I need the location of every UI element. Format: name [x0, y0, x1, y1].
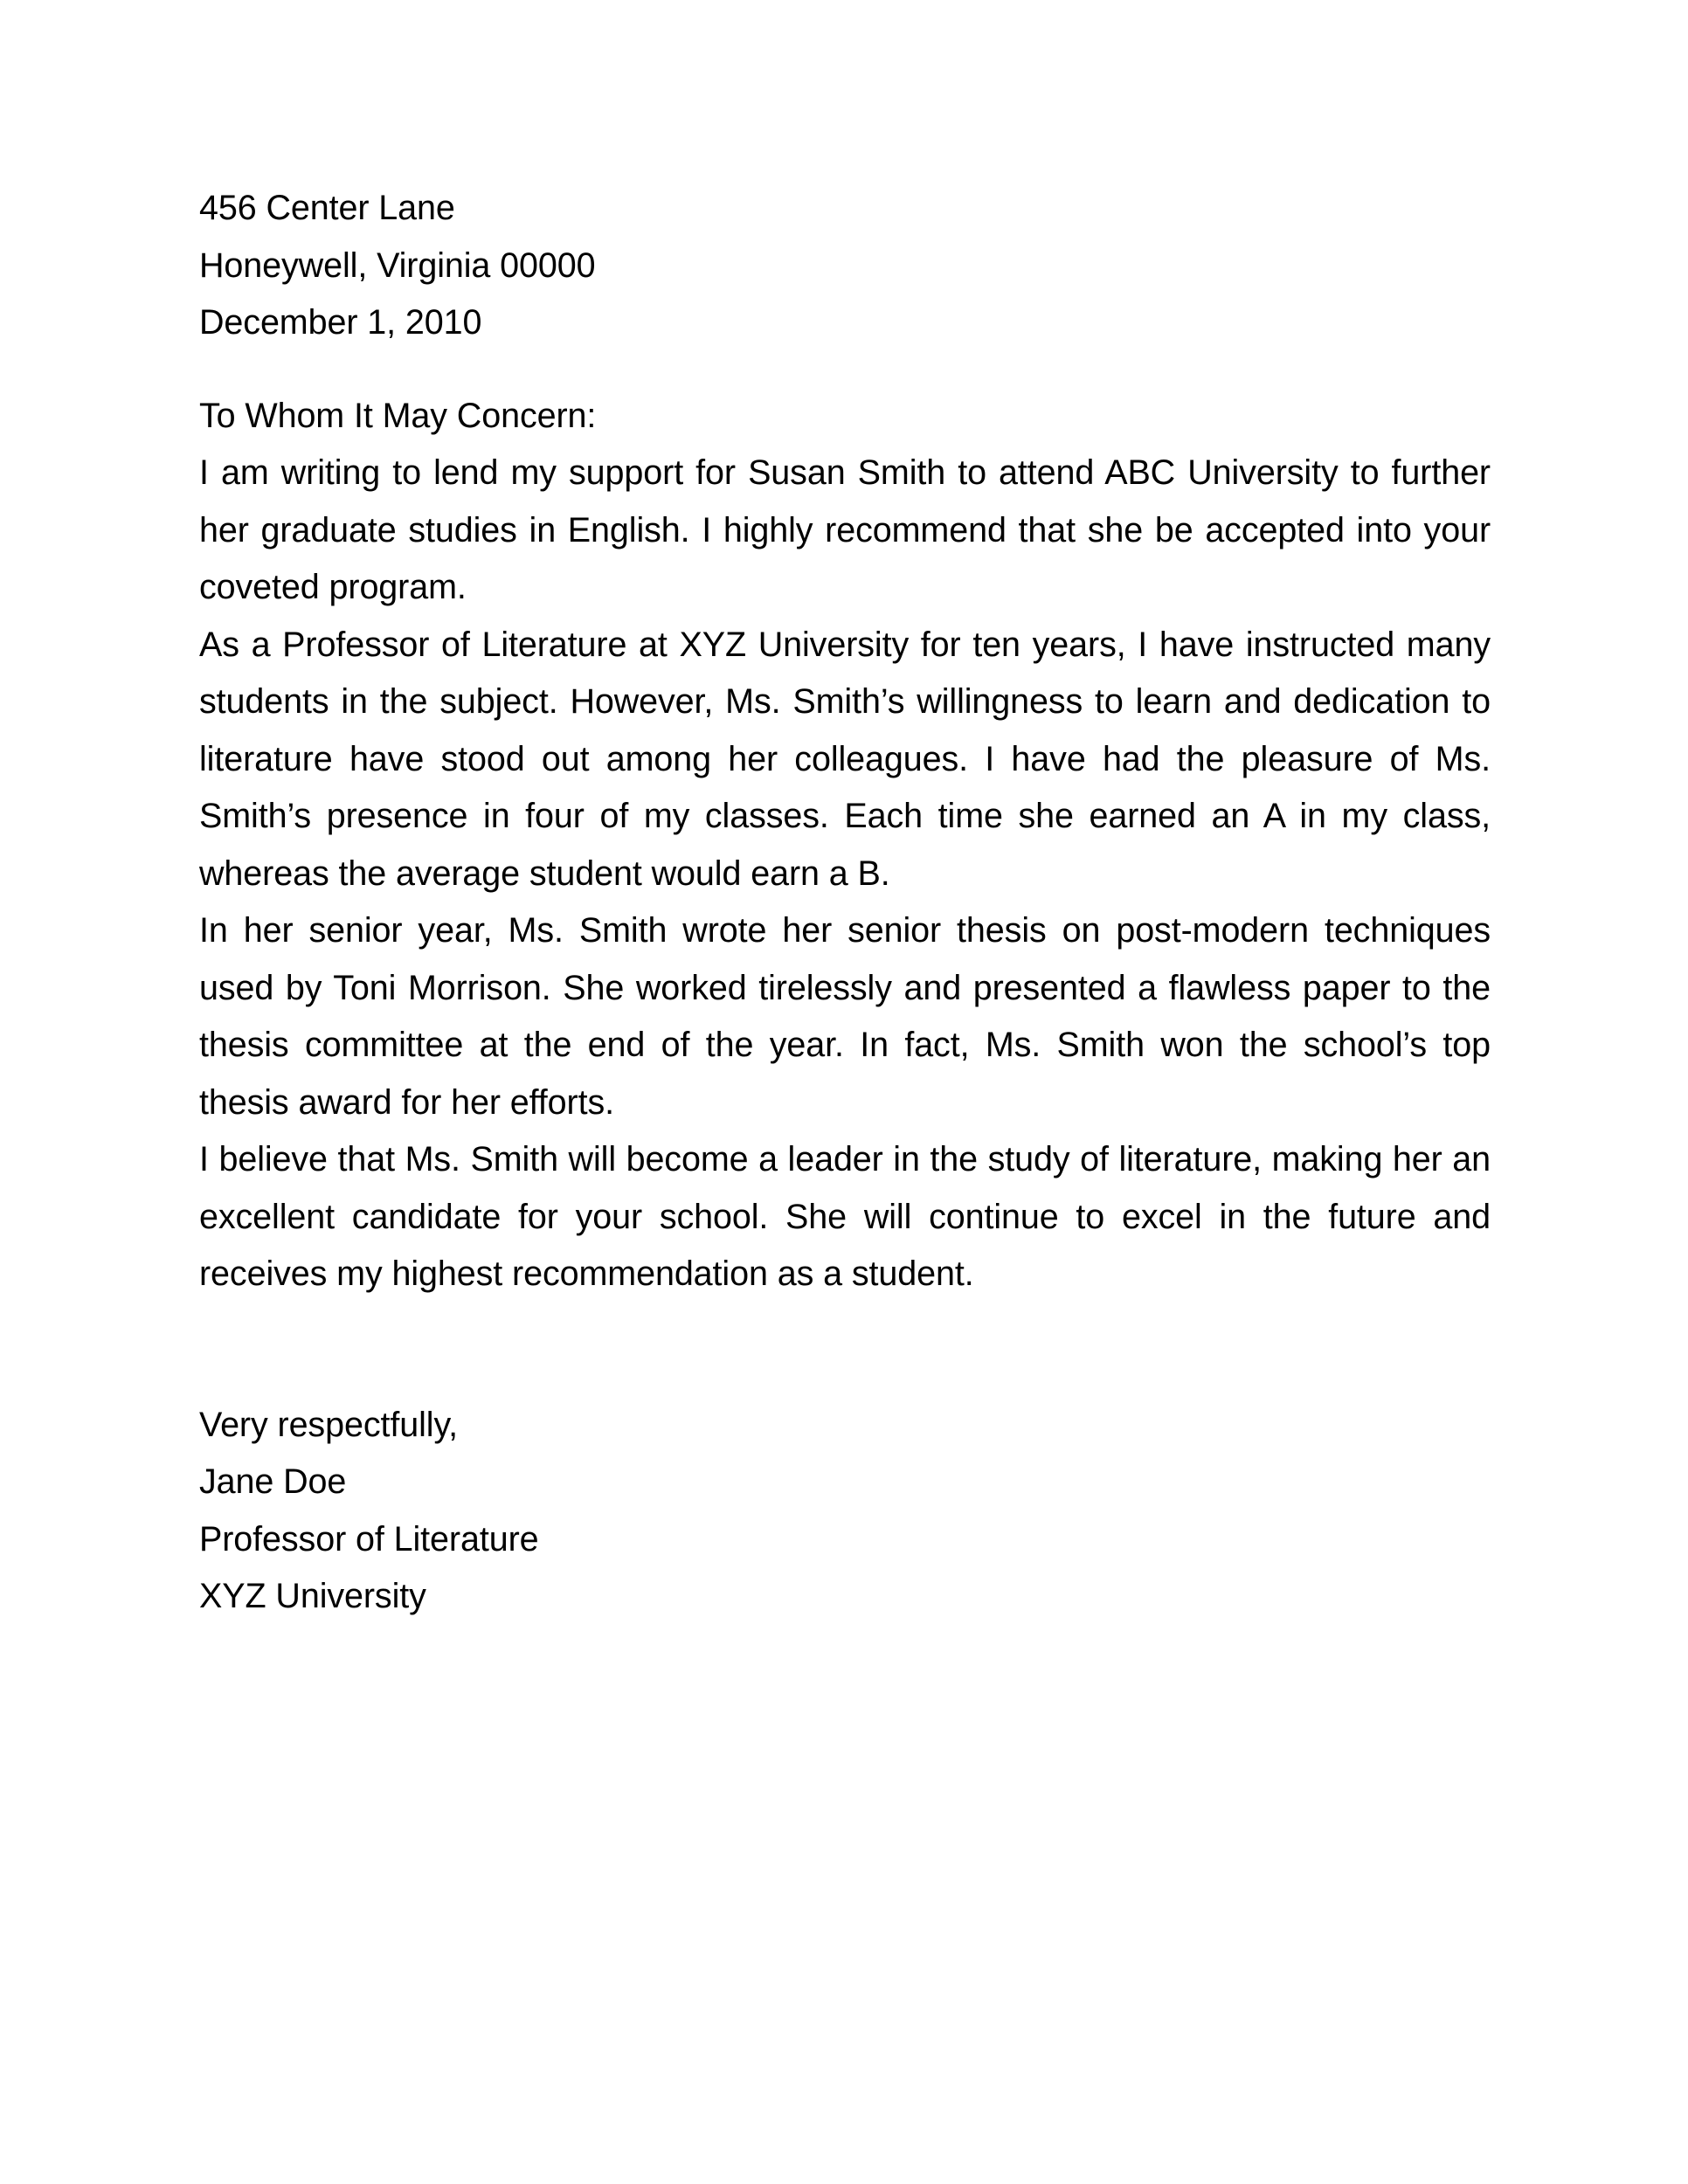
valediction-line: Very respectfully, [199, 1405, 459, 1444]
closing-block [199, 1397, 1491, 1626]
body-paragraph-2: As a Professor of Literature at XYZ University for ten years, I have instructed many students in the subject. However, Ms. Smith’s willingness to learn and dedication to literature have stood out among her colleagues. I have had the pleasure of Ms. Smith’s presence in four of my classes. Each time she earned an A in my class, whereas the average student would earn a B. [199, 625, 1491, 893]
sender-address-block [199, 180, 1491, 352]
letter-body [199, 180, 1491, 1626]
signer-title: Professor of Literature [199, 1519, 539, 1559]
body-paragraph-1: I am writing to lend my support for Susan Smith to attend ABC University to further her graduate studies in English. I highly recommend that she be accepted into your coveted program. [199, 453, 1491, 606]
body-paragraph-3: In her senior year, Ms. Smith wrote her senior thesis on post-modern techniques used by Toni Morrison. She worked tirelessly and presented a flawless paper to the thesis committee at the end of the year. In fact, Ms. Smith won the school’s top thesis award for her efforts. [199, 911, 1491, 1122]
signer-name: Jane Doe [199, 1462, 347, 1501]
salutation-line: To Whom It May Concern: [199, 396, 597, 435]
signer-organization: XYZ University [199, 1577, 426, 1615]
salutation-block [199, 388, 1491, 446]
body-paragraph-4: I believe that Ms. Smith will become a leader in the study of literature, making her an excellent candidate for your school. She will continue to excel in the future and receives my highest recommendation as a student. [199, 1140, 1491, 1293]
letter-date: December 1, 2010 [199, 303, 482, 342]
sender-city-state-zip-line: Honeywell, Virginia 00000 [199, 245, 596, 285]
sender-street-line: 456 Center Lane [199, 189, 455, 227]
